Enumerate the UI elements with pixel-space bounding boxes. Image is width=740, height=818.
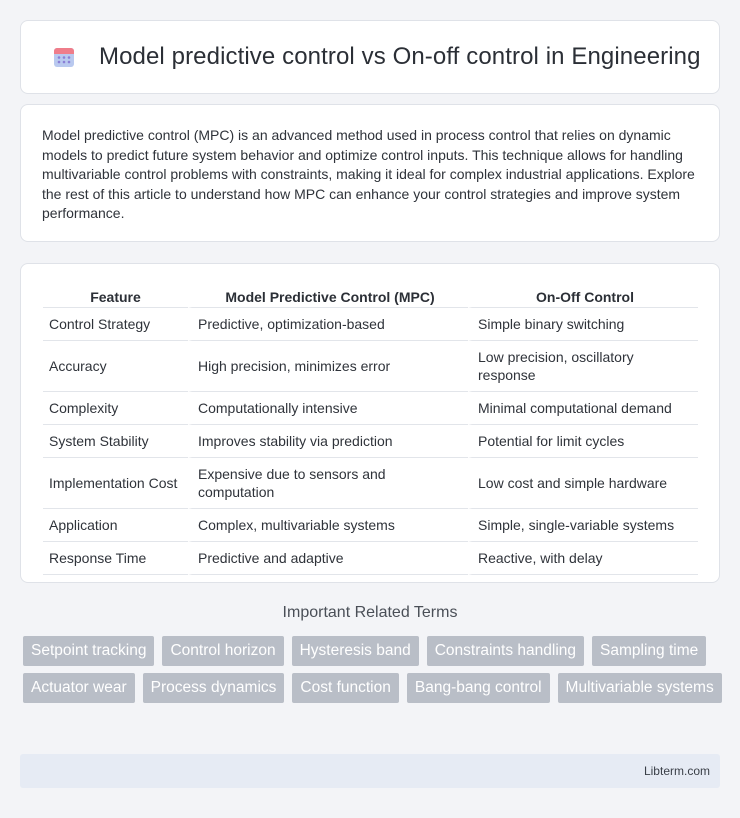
cell-onoff: Simple binary switching [468, 308, 698, 341]
tag-sampling-time[interactable]: Sampling time [592, 636, 706, 666]
header-card [20, 20, 720, 94]
intro-text: Model predictive control (MPC) is an advanced method used in process control that relies on dynamic models to predict future system behavior and optimize control inputs. This technique allows for handling multivariable control problems with constraints, making it ideal for complex industrial applications. Explore the rest of this article to understand how MPC can enhance your control strategies and improve system performance. [42, 127, 695, 222]
related-terms-title: Important Related Terms [282, 604, 458, 621]
calendar-icon [51, 44, 77, 70]
header-mpc: Model Predictive Control (MPC) [188, 286, 468, 308]
intro-card [20, 104, 720, 242]
table-header-row [43, 286, 698, 308]
cell-onoff: Low precision, oscillatory response [468, 341, 698, 392]
footer-site-link[interactable]: Libterm.com [643, 764, 710, 778]
header-feature: Feature [43, 286, 188, 308]
cell-mpc: Predictive and adaptive [188, 542, 468, 575]
cell-onoff: Minimal computational demand [468, 392, 698, 425]
cell-onoff: Low cost and simple hardware [468, 458, 698, 509]
tag-control-horizon[interactable]: Control horizon [162, 636, 283, 666]
tag-constraints-handling[interactable]: Constraints handling [427, 636, 584, 666]
cell-onoff: Simple, single-variable systems [468, 509, 698, 542]
table-row [43, 542, 698, 575]
cell-onoff: Reactive, with delay [468, 542, 698, 575]
cell-mpc: Improves stability via prediction [188, 425, 468, 458]
tag-actuator-wear[interactable]: Actuator wear [23, 673, 135, 703]
cell-feature: Complexity [43, 392, 188, 425]
cell-mpc: High precision, minimizes error [188, 341, 468, 392]
tag-hysteresis-band[interactable]: Hysteresis band [292, 636, 419, 666]
cell-feature: Accuracy [43, 341, 188, 392]
tag-setpoint-tracking[interactable]: Setpoint tracking [23, 636, 154, 666]
table-row [43, 425, 698, 458]
cell-feature: Control Strategy [43, 308, 188, 341]
tag-cost-function[interactable]: Cost function [292, 673, 398, 703]
table-row [43, 509, 698, 542]
table-row [43, 458, 698, 509]
comparison-table [43, 286, 698, 575]
comparison-card [20, 263, 720, 583]
table-row [43, 341, 698, 392]
cell-feature: System Stability [43, 425, 188, 458]
footer [20, 754, 720, 788]
cell-onoff: Potential for limit cycles [468, 425, 698, 458]
header-onoff: On-Off Control [468, 286, 698, 308]
cell-mpc: Complex, multivariable systems [188, 509, 468, 542]
cell-mpc: Expensive due to sensors and computation [188, 458, 468, 509]
related-terms-list [23, 636, 723, 703]
cell-feature: Application [43, 509, 188, 542]
cell-mpc: Predictive, optimization-based [188, 308, 468, 341]
tag-bang-bang-control[interactable]: Bang-bang control [407, 673, 550, 703]
tag-multivariable-systems[interactable]: Multivariable systems [558, 673, 722, 703]
table-row [43, 308, 698, 341]
page-title: Model predictive control vs On-off control in Engineering [99, 43, 701, 70]
cell-mpc: Computationally intensive [188, 392, 468, 425]
table-row [43, 392, 698, 425]
cell-feature: Response Time [43, 542, 188, 575]
tag-process-dynamics[interactable]: Process dynamics [143, 673, 285, 703]
cell-feature: Implementation Cost [43, 458, 188, 509]
